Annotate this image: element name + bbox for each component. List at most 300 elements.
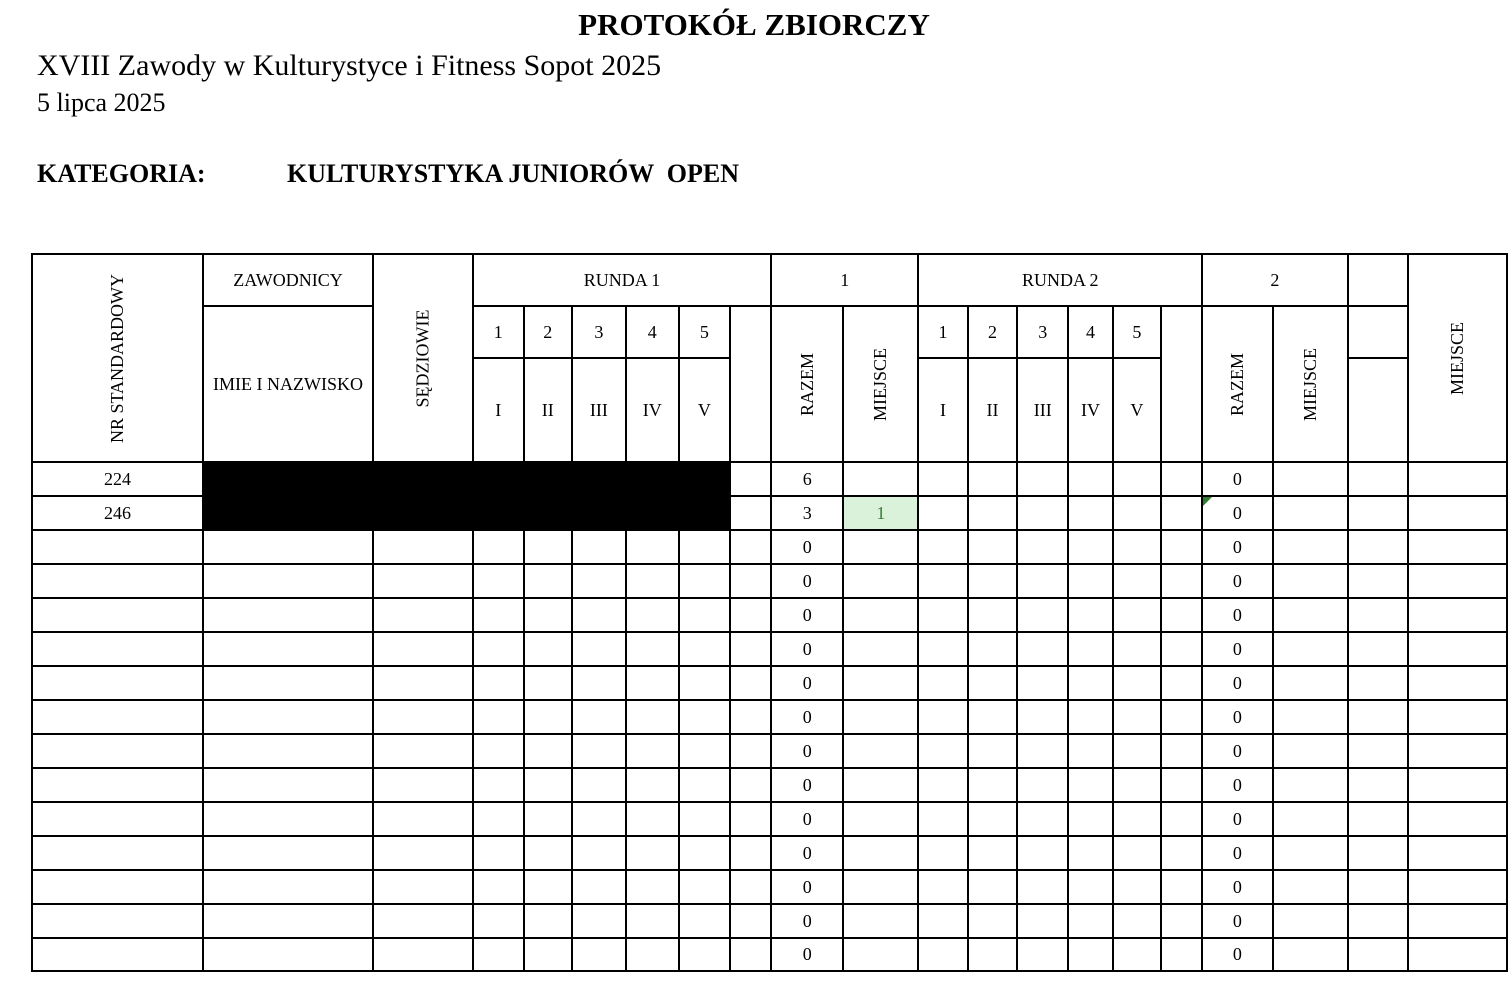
name-cell [203, 632, 373, 666]
r1-score-cell [626, 666, 679, 700]
judges-cell [373, 700, 473, 734]
r1-extra-col [730, 306, 771, 462]
r1-miejsce-cell [843, 768, 918, 802]
blank-cell [1348, 530, 1408, 564]
judges-cell [373, 598, 473, 632]
r1-score-cell [524, 666, 572, 700]
table-row [32, 530, 1507, 564]
r1-miejsce-cell [843, 870, 918, 904]
table-row [32, 496, 1507, 530]
r1-score-cell [626, 904, 679, 938]
final-miejsce-cell [1408, 938, 1507, 971]
r2-score-cell [1068, 632, 1113, 666]
table-row [32, 564, 1507, 598]
nr-cell [32, 564, 203, 598]
r2-extra-cell [1161, 530, 1202, 564]
r1-score-cell [572, 836, 626, 870]
r2-score-cell [1017, 836, 1068, 870]
page-title: PROTOKÓŁ ZBIORCZY [578, 7, 930, 42]
nr-cell [32, 802, 203, 836]
r1-score-cell [572, 530, 626, 564]
r1-score-cell [679, 802, 731, 836]
nr-cell [32, 870, 203, 904]
r2-miejsce-cell [1273, 598, 1348, 632]
r1-razem-cell: 3 [771, 496, 843, 530]
r1-extra-cell [730, 598, 771, 632]
r2-extra-cell [1161, 938, 1202, 971]
header-runda-1: RUNDA 1 [473, 254, 771, 306]
r2-score-cell [918, 598, 967, 632]
r1-score-cell [572, 666, 626, 700]
r2-score-cell [918, 462, 967, 496]
judges-cell [373, 530, 473, 564]
r1-score-cell [473, 564, 524, 598]
name-cell [203, 700, 373, 734]
r2-razem-cell: 0 [1202, 938, 1273, 971]
r1-miejsce-cell [843, 598, 918, 632]
r2-razem-cell: 0 [1202, 870, 1273, 904]
r1-razem-cell: 0 [771, 700, 843, 734]
r1-razem-cell: 0 [771, 632, 843, 666]
r2-judge-roman: V [1113, 358, 1161, 462]
r1-score-cell [473, 530, 524, 564]
r1-score-cell [572, 598, 626, 632]
r1-extra-cell [730, 938, 771, 971]
r2-score-cell [1017, 870, 1068, 904]
r1-judge-roman: I [473, 358, 524, 462]
r1-score-cell [524, 700, 572, 734]
r2-score-cell [1068, 734, 1113, 768]
r2-score-cell [1068, 870, 1113, 904]
r1-score-cell [524, 836, 572, 870]
r2-judge-number: 2 [968, 306, 1018, 358]
name-cell [203, 938, 373, 971]
name-cell [203, 666, 373, 700]
nr-cell [32, 530, 203, 564]
name-cell [203, 598, 373, 632]
r2-razem-cell: 0 [1202, 462, 1273, 496]
name-cell [203, 870, 373, 904]
r2-judge-roman: IV [1068, 358, 1113, 462]
r1-score-cell [524, 870, 572, 904]
r2-score-cell [1017, 904, 1068, 938]
category-label: KATEGORIA: [37, 159, 206, 188]
r2-miejsce-cell [1273, 496, 1348, 530]
judges-cell [373, 768, 473, 802]
r2-score-cell [1113, 836, 1161, 870]
r2-score-cell [1113, 768, 1161, 802]
r2-score-cell [918, 870, 967, 904]
r1-razem-cell: 0 [771, 734, 843, 768]
nr-cell [32, 836, 203, 870]
blank-cell [1348, 904, 1408, 938]
final-miejsce-cell [1408, 904, 1507, 938]
blank-cell [1348, 496, 1408, 530]
r1-razem-cell: 0 [771, 938, 843, 971]
r2-score-cell [1068, 564, 1113, 598]
r2-score-cell [1113, 802, 1161, 836]
r2-score-cell [1113, 734, 1161, 768]
r2-judge-roman: III [1017, 358, 1068, 462]
r1-judge-number: 3 [572, 306, 626, 358]
blank-cell [1348, 598, 1408, 632]
r1-razem-cell: 0 [771, 870, 843, 904]
judges-cell [373, 836, 473, 870]
r1-judge-roman: V [679, 358, 731, 462]
table-row [32, 666, 1507, 700]
r1-score-cell [572, 938, 626, 971]
r2-score-cell [968, 768, 1018, 802]
r2-razem-cell: 0 [1202, 666, 1273, 700]
r2-extra-cell [1161, 666, 1202, 700]
table-row [32, 768, 1507, 802]
nr-cell [32, 768, 203, 802]
r2-razem-cell: 0 [1202, 768, 1273, 802]
r1-miejsce-cell [843, 666, 918, 700]
r2-score-cell [968, 904, 1018, 938]
r1-extra-cell [730, 700, 771, 734]
r1-score-cell [473, 836, 524, 870]
r1-score-cell [572, 734, 626, 768]
r2-extra-cell [1161, 632, 1202, 666]
nr-cell [32, 700, 203, 734]
r1-miejsce-cell [843, 836, 918, 870]
r2-miejsce-cell [1273, 462, 1348, 496]
header-zawodnicy: ZAWODNICY [203, 254, 373, 306]
r1-score-cell [626, 530, 679, 564]
r1-score-cell [626, 564, 679, 598]
final-miejsce-cell [1408, 496, 1507, 530]
r2-extra-cell [1161, 564, 1202, 598]
judges-cell [373, 734, 473, 768]
r2-miejsce-cell [1273, 836, 1348, 870]
r1-score-cell [524, 734, 572, 768]
final-miejsce-cell [1408, 802, 1507, 836]
r2-score-cell [918, 768, 967, 802]
judges-cell [373, 632, 473, 666]
name-cell [203, 530, 373, 564]
blank-cell [1348, 768, 1408, 802]
r1-razem-cell: 0 [771, 836, 843, 870]
r1-razem-cell: 0 [771, 802, 843, 836]
r1-score-cell [524, 530, 572, 564]
r2-score-cell [1113, 666, 1161, 700]
blank-cell [1348, 632, 1408, 666]
final-miejsce-cell [1408, 666, 1507, 700]
r2-score-cell [1113, 496, 1161, 530]
r1-extra-cell [730, 530, 771, 564]
header-blank-3 [1348, 358, 1408, 462]
r2-score-cell [1017, 700, 1068, 734]
name-cell [203, 836, 373, 870]
r1-miejsce-cell [843, 904, 918, 938]
r2-extra-cell [1161, 496, 1202, 530]
r2-score-cell [1068, 938, 1113, 971]
r1-score-cell [473, 598, 524, 632]
r2-score-cell [968, 870, 1018, 904]
r1-extra-cell [730, 904, 771, 938]
r2-score-cell [1113, 530, 1161, 564]
r1-score-cell [572, 700, 626, 734]
r2-score-cell [1113, 938, 1161, 971]
r1-razem-cell: 0 [771, 598, 843, 632]
r2-score-cell [918, 802, 967, 836]
r1-extra-cell [730, 768, 771, 802]
r2-extra-cell [1161, 870, 1202, 904]
blank-cell [1348, 870, 1408, 904]
blank-cell [1348, 734, 1408, 768]
r2-score-cell [1068, 700, 1113, 734]
r2-score-cell [1068, 768, 1113, 802]
r2-score-cell [1068, 496, 1113, 530]
r2-razem-cell: 0 [1202, 564, 1273, 598]
r1-razem-cell: 6 [771, 462, 843, 496]
r1-score-cell [572, 632, 626, 666]
r2-score-cell [918, 632, 967, 666]
r2-miejsce-cell [1273, 870, 1348, 904]
r1-extra-cell [730, 564, 771, 598]
r1-judge-number: 1 [473, 306, 524, 358]
r1-score-cell [473, 632, 524, 666]
r1-score-cell [679, 734, 731, 768]
r1-score-cell [473, 938, 524, 971]
header-r1-razem: RAZEM [771, 306, 843, 462]
r1-extra-cell [730, 632, 771, 666]
r1-score-cell [679, 666, 731, 700]
judges-cell [373, 904, 473, 938]
r1-miejsce-cell [843, 700, 918, 734]
r1-extra-cell [730, 666, 771, 700]
r2-score-cell [1017, 734, 1068, 768]
r1-score-cell [626, 870, 679, 904]
header-blank [1348, 254, 1408, 306]
r1-extra-cell [730, 836, 771, 870]
r2-score-cell [1017, 666, 1068, 700]
table-row [32, 802, 1507, 836]
r2-score-cell [1017, 938, 1068, 971]
blank-cell [1348, 802, 1408, 836]
final-miejsce-cell [1408, 768, 1507, 802]
r1-score-cell [572, 870, 626, 904]
r1-score-cell [524, 632, 572, 666]
r1-miejsce-cell: 1 [843, 496, 918, 530]
r1-miejsce-cell [843, 564, 918, 598]
r2-razem-cell: 0 [1202, 904, 1273, 938]
category-value: KULTURYSTYKA JUNIORÓW OPEN [287, 159, 740, 188]
r2-score-cell [1017, 462, 1068, 496]
r2-judge-roman: I [918, 358, 967, 462]
r2-razem-cell: 0 [1202, 530, 1273, 564]
r1-score-cell [626, 768, 679, 802]
r1-score-cell [473, 768, 524, 802]
r2-score-cell [918, 666, 967, 700]
r2-score-cell [1017, 598, 1068, 632]
r1-judge-roman: III [572, 358, 626, 462]
nr-cell [32, 632, 203, 666]
r1-score-cell [524, 598, 572, 632]
r1-extra-cell [730, 462, 771, 496]
r1-score-cell [473, 700, 524, 734]
r2-score-cell [968, 836, 1018, 870]
r2-score-cell [1017, 496, 1068, 530]
r2-judge-number: 4 [1068, 306, 1113, 358]
r1-score-cell [679, 598, 731, 632]
header-round2-total: 2 [1202, 254, 1348, 306]
judges-cell [373, 802, 473, 836]
name-cell [203, 734, 373, 768]
event-date: 5 lipca 2025 [37, 88, 166, 117]
r2-score-cell [1068, 598, 1113, 632]
r2-miejsce-cell [1273, 802, 1348, 836]
r2-score-cell [968, 632, 1018, 666]
r1-razem-cell: 0 [771, 904, 843, 938]
r2-judge-number: 1 [918, 306, 967, 358]
r1-razem-cell: 0 [771, 530, 843, 564]
r1-score-cell [679, 700, 731, 734]
header-blank-2 [1348, 306, 1408, 358]
r2-score-cell [1113, 564, 1161, 598]
r2-score-cell [1113, 700, 1161, 734]
final-miejsce-cell [1408, 530, 1507, 564]
table-row [32, 734, 1507, 768]
r1-extra-cell [730, 802, 771, 836]
r1-score-cell [473, 666, 524, 700]
name-cell [203, 904, 373, 938]
r1-miejsce-cell [843, 938, 918, 971]
r2-extra-cell [1161, 836, 1202, 870]
r2-score-cell [1068, 836, 1113, 870]
header-r2-razem: RAZEM [1202, 306, 1273, 462]
r2-score-cell [918, 904, 967, 938]
r2-score-cell [918, 938, 967, 971]
r2-score-cell [1068, 666, 1113, 700]
r1-razem-cell: 0 [771, 666, 843, 700]
r2-score-cell [1017, 564, 1068, 598]
r1-score-cell [524, 904, 572, 938]
r2-score-cell [1068, 904, 1113, 938]
r1-miejsce-cell [843, 530, 918, 564]
r2-extra-cell [1161, 700, 1202, 734]
r2-miejsce-cell [1273, 768, 1348, 802]
nr-cell: 246 [32, 496, 203, 530]
r2-miejsce-cell [1273, 904, 1348, 938]
r2-score-cell [1017, 530, 1068, 564]
r2-extra-cell [1161, 768, 1202, 802]
r2-razem-cell: 0 [1202, 734, 1273, 768]
blank-cell [1348, 564, 1408, 598]
r2-score-cell [968, 802, 1018, 836]
r2-miejsce-cell [1273, 938, 1348, 971]
header-imie-nazwisko: IMIE I NAZWISKO [203, 306, 373, 462]
r1-score-cell [679, 530, 731, 564]
r2-score-cell [968, 530, 1018, 564]
r1-score-cell [572, 768, 626, 802]
r2-score-cell [918, 564, 967, 598]
r2-score-cell [968, 496, 1018, 530]
r1-score-cell [626, 802, 679, 836]
blank-cell [1348, 938, 1408, 971]
r1-extra-cell [730, 496, 771, 530]
final-miejsce-cell [1408, 632, 1507, 666]
r1-judge-number: 2 [524, 306, 572, 358]
r1-score-cell [524, 564, 572, 598]
r1-score-cell [473, 802, 524, 836]
r2-score-cell [1113, 870, 1161, 904]
r2-extra-cell [1161, 462, 1202, 496]
r1-razem-cell: 0 [771, 564, 843, 598]
nr-cell [32, 666, 203, 700]
nr-cell [32, 904, 203, 938]
r2-score-cell [968, 462, 1018, 496]
header-runda-2: RUNDA 2 [918, 254, 1202, 306]
r2-judge-roman: II [968, 358, 1018, 462]
table-row [32, 836, 1507, 870]
r2-score-cell [1113, 904, 1161, 938]
r1-score-cell [473, 734, 524, 768]
r2-extra-cell [1161, 802, 1202, 836]
r1-miejsce-cell [843, 734, 918, 768]
r1-score-cell [626, 938, 679, 971]
r1-score-cell [679, 904, 731, 938]
r1-miejsce-cell [843, 632, 918, 666]
r2-score-cell [1113, 632, 1161, 666]
r2-score-cell [1068, 530, 1113, 564]
r1-score-cell [679, 564, 731, 598]
r2-score-cell [918, 836, 967, 870]
nr-cell [32, 734, 203, 768]
r1-score-cell [679, 768, 731, 802]
r1-score-cell [679, 836, 731, 870]
r1-score-cell [626, 632, 679, 666]
judges-cell [373, 666, 473, 700]
r1-score-cell [572, 564, 626, 598]
final-miejsce-cell [1408, 462, 1507, 496]
event-name: XVIII Zawody w Kulturystyce i Fitness Sopot 2025 [37, 49, 662, 82]
r2-razem-cell: 0 [1202, 700, 1273, 734]
r2-judge-number: 3 [1017, 306, 1068, 358]
r2-score-cell [1017, 768, 1068, 802]
name-cell [203, 768, 373, 802]
r1-judge-roman: IV [626, 358, 679, 462]
r2-score-cell [1017, 802, 1068, 836]
name-cell [203, 564, 373, 598]
r2-score-cell [918, 496, 967, 530]
final-miejsce-cell [1408, 870, 1507, 904]
blank-cell [1348, 700, 1408, 734]
header-r1-miejsce: MIEJSCE [843, 306, 918, 462]
r1-score-cell [679, 632, 731, 666]
r1-score-cell [524, 938, 572, 971]
r2-razem-cell: 0 [1202, 632, 1273, 666]
r2-miejsce-cell [1273, 564, 1348, 598]
r1-score-cell [679, 870, 731, 904]
r1-score-cell [524, 768, 572, 802]
r2-score-cell [1113, 462, 1161, 496]
r2-razem-cell: 0 [1202, 836, 1273, 870]
r2-score-cell [918, 700, 967, 734]
r2-miejsce-cell [1273, 666, 1348, 700]
nr-cell [32, 598, 203, 632]
blank-cell [1348, 666, 1408, 700]
table-row [32, 700, 1507, 734]
table-row [32, 904, 1507, 938]
nr-cell: 224 [32, 462, 203, 496]
r2-miejsce-cell [1273, 632, 1348, 666]
r2-score-cell [968, 734, 1018, 768]
header-final-miejsce: MIEJSCE [1408, 254, 1507, 462]
final-miejsce-cell [1408, 836, 1507, 870]
blank-cell [1348, 836, 1408, 870]
